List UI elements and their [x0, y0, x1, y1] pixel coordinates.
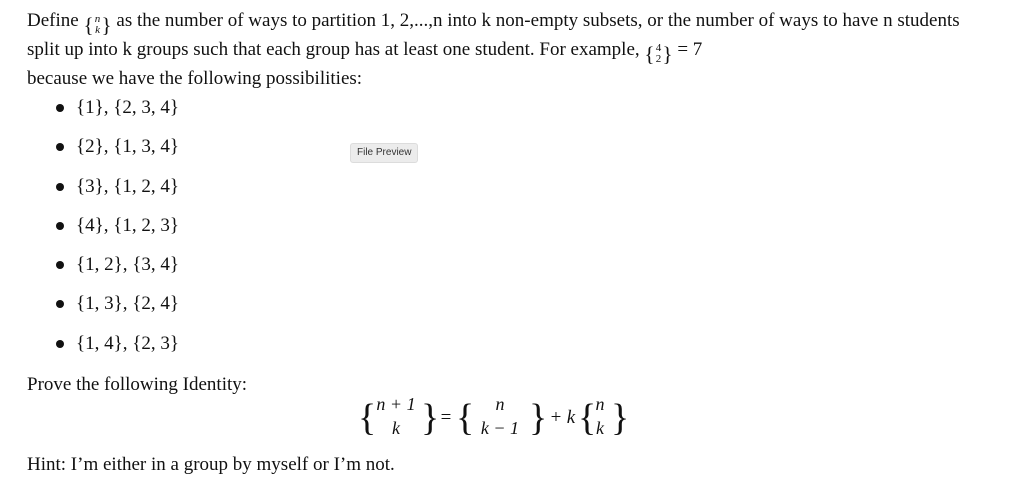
intro-text-b: as the number of ways to partition 1, 2,...,n into k non-empty subsets, or the number of ways to have n students split up into k groups such that each group has at least one student. For example,	[27, 10, 960, 60]
lhs-close-brace: }	[421, 397, 440, 439]
list-item	[56, 331, 179, 370]
prove-label: Prove the following Identity:	[27, 374, 248, 395]
term1-top: n	[495, 394, 505, 414]
term1-close-brace: }	[529, 397, 548, 439]
lhs-open-brace: {	[358, 397, 377, 439]
partition-text: {2}, {1, 3, 4}	[76, 136, 179, 158]
file-preview-button[interactable]: File Preview	[350, 143, 418, 163]
partition-text: {1}, {2, 3, 4}	[76, 97, 179, 118]
bullet-icon	[56, 222, 64, 230]
lhs-top: n + 1	[376, 394, 416, 414]
bullet-icon	[56, 143, 64, 151]
identity-svg	[352, 390, 632, 448]
intro-text-a: Define	[27, 10, 84, 31]
list-item	[56, 213, 179, 252]
term1-open-brace: {	[456, 397, 475, 439]
partition-text: {1, 2}, {3, 4}	[76, 254, 179, 276]
lhs-bottom: k	[392, 418, 400, 438]
bullet-icon	[56, 104, 64, 112]
term2-open-brace: {	[578, 397, 597, 439]
partition-text: {3}, {1, 2, 4}	[76, 175, 179, 197]
term2-close-brace: }	[611, 397, 630, 439]
term1-bottom: k − 1	[480, 418, 520, 438]
partition-list	[56, 95, 179, 370]
term2-bottom: k	[596, 418, 604, 438]
coefficient-k: k	[566, 407, 576, 428]
list-item	[56, 95, 179, 134]
list-item	[56, 134, 179, 173]
example-bottom: 2	[655, 53, 662, 65]
partition-text: {4}, {1, 2, 3}	[76, 214, 179, 236]
bullet-icon	[56, 183, 64, 191]
term2-top: n	[595, 394, 605, 414]
list-item	[56, 291, 179, 330]
stirling-notation-n-k: { n k }	[83, 13, 112, 37]
bullet-icon	[56, 340, 64, 348]
bullet-icon	[56, 261, 64, 269]
hint-text: Hint: I’m either in a group by myself or I’m not.	[27, 454, 395, 475]
stirling-example: { 4 2 }	[644, 42, 673, 66]
identity-equation	[352, 390, 632, 448]
intro-text-c: because we have the following possibilities:	[27, 68, 363, 89]
partition-text: {1, 4}, {2, 3}	[76, 332, 179, 354]
list-item	[56, 174, 179, 213]
example-top: 4	[655, 42, 662, 54]
equals-sign: =	[440, 407, 452, 428]
problem-definition	[27, 8, 967, 91]
stirling-bottom: k	[95, 24, 100, 36]
stirling-top: n	[94, 13, 101, 25]
list-item	[56, 252, 179, 291]
plus-sign: +	[550, 407, 562, 428]
partition-text: {1, 3}, {2, 4}	[76, 293, 179, 315]
example-result: = 7	[672, 39, 703, 60]
bullet-icon	[56, 300, 64, 308]
